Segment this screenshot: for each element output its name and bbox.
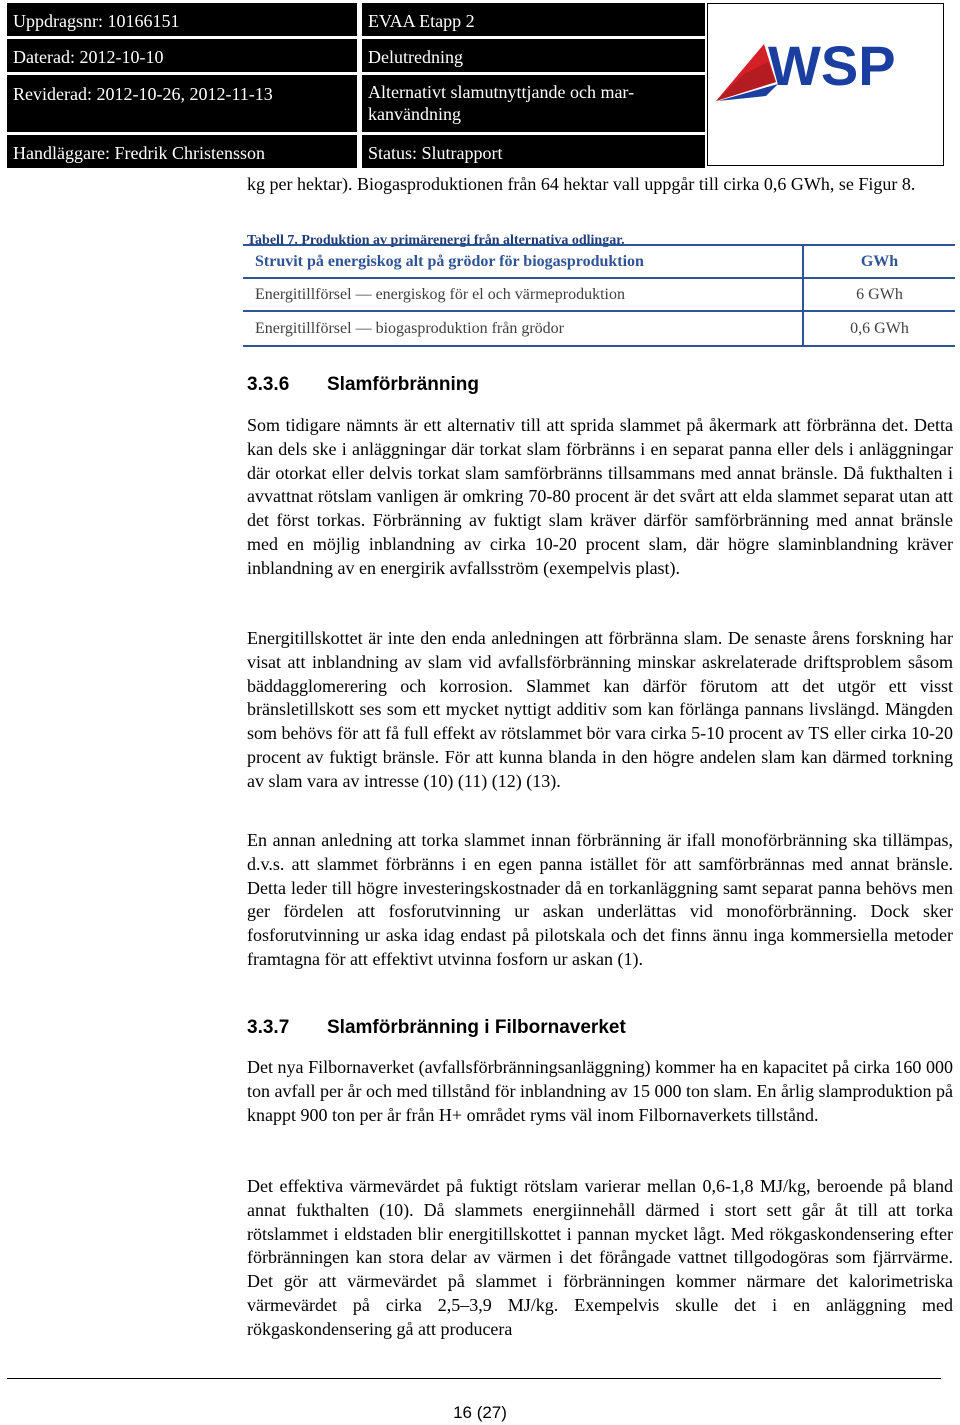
paragraph: Det nya Filbornaverket (avfallsförbränningsanläggning) kommer ha en kapacitet på cirka 160 000 ton avfall per år och med tillstånd för inblandning av 15 000 ton slam. En årlig slamproduktion på knappt 900 ton per år från H+ området ryms väl inom Filbornaverkets tillstånd.	[247, 1057, 953, 1125]
table-row	[243, 311, 955, 346]
footer-divider	[7, 1378, 941, 1379]
section-title: Slamförbränning	[327, 374, 480, 395]
section-number: 3.3.7	[247, 1017, 290, 1038]
section-heading-3-3-7	[247, 1017, 626, 1039]
intro-paragraph: kg per hektar). Biogasproduktionen från 64 hektar vall uppgår till cirka 0,6 GWh, se Figur 8.	[247, 174, 916, 194]
header-report-title: Alternativt slamutnyttjande och mar-kanvändning	[362, 75, 705, 132]
section-heading-3-3-6	[247, 374, 479, 396]
table-caption: Tabell 7. Produktion av primärenergi från alternativa odlingar.	[247, 233, 625, 248]
paragraph: Energitillskottet är inte den enda anledningen att förbränna slam. De senaste årens forskning har visat att inblandning av slam vid avfallsförbränning minskar askrelaterade driftsproblem såsom bäddagglomerering och korrosion. Slammet kan därför förutom att det utgör ett visst bränsletillskott ses som ett mycket nyttigt additiv som kan förlänga pannans livslängd. Mängden som behövs för att få full effekt av rötslammet bör vara cirka 5-10 procent av TS eller cirka 10-20 procent av fuktigt bränsle. För att kunna blanda in den högre andelen slam kan därmed torkning av slam vara av intresse (10) (11) (12) (13).	[247, 628, 953, 791]
section-number: 3.3.6	[247, 374, 290, 395]
table-header-label: Struvit på energiskog alt på grödor för biogasproduktion	[243, 245, 803, 278]
table-cell-label: Energitillförsel — energiskog för el och värmeproduktion	[243, 278, 803, 311]
header-revised: Reviderad: 2012-10-26, 2012-11-13	[7, 75, 357, 132]
table-cell-label: Energitillförsel — biogasproduktion från grödor	[243, 311, 803, 346]
page-number: 16 (27)	[453, 1403, 507, 1422]
header-status: Status: Slutrapport	[362, 135, 705, 168]
section-title: Slamförbränning i Filbornaverket	[327, 1017, 626, 1038]
header-project-name: EVAA Etapp 2	[362, 3, 705, 36]
wsp-logo-text: WSP	[768, 34, 896, 97]
header-document-type: Delutredning	[362, 39, 705, 72]
wsp-logo	[707, 3, 944, 166]
table-header-unit: GWh	[803, 245, 955, 278]
header-date: Daterad: 2012-10-10	[7, 39, 357, 72]
table-header-row	[243, 245, 955, 278]
table-cell-value: 6 GWh	[803, 278, 955, 311]
paragraph: Som tidigare nämnts är ett alternativ till att sprida slammet på åkermark att förbränna det. Detta kan dels ske i anläggningar där torkat slam förbränns i en separat panna eller dels i anläggningar där otorkat eller delvis torkat slam samförbränns tillsammans med annat bränsle. Då fukthalten i avvattnat rötslam vanligen är omkring 70-80 procent är det svårt att elda slammet separat utan att det först torkas. Förbränning av fuktigt slam kräver därför samförbränning med annat bränsle med en möjlig inblandning av cirka 10-20 procent slam, där högre slaminblandning kräver inblandning av en energirik avfallsström (exempelvis plast).	[247, 415, 953, 578]
paragraph: En annan anledning att torka slammet innan förbränning är ifall monoförbränning ska tillämpas, d.v.s. att slammet förbränns i en egen panna istället för att samförbrännas med annat bränsle. Detta leder till högre investeringskostnader då en torkanläggning samt separat panna behövs men ger fördelen att fosforutvinning ur askan underlättas vid monoförbränning. Dock sker fosforutvinning ur aska idag endast på pilotskala och det finns ännu inga kommersiella metoder framtagna för att effektivt utvinna fosforn ur askan (1).	[247, 830, 953, 969]
wsp-logo-graphic	[708, 4, 943, 165]
table-cell-value: 0,6 GWh	[803, 311, 955, 346]
paragraph: Det effektiva värmevärdet på fuktigt rötslam varierar mellan 0,6-1,8 MJ/kg, beroende på bland annat fukthalten (10). Då slammets energiinnehåll därmed i stort sett går åt till att torka rötslammet i eldstaden blir energitillskottet i pannan mycket lågt. Med rökgaskondensering efter förbränningen kan stora delar av värmen i det förångade vattnet tillgodogöras som fjärrvärme. Det gör att värmevärdet på slammet i förbränningen kommer närmare det kalorimetriska värmevärdet på cirka 2,5–3,9 MJ/kg. Exempelvis skulle det i en anläggning med rökgaskondensering gå att producera	[247, 1176, 953, 1339]
header-handler: Handläggare: Fredrik Christensson	[7, 135, 357, 168]
table-row	[243, 278, 955, 311]
energy-table	[243, 244, 955, 347]
header-assignment-number: Uppdragsnr: 10166151	[7, 3, 357, 36]
